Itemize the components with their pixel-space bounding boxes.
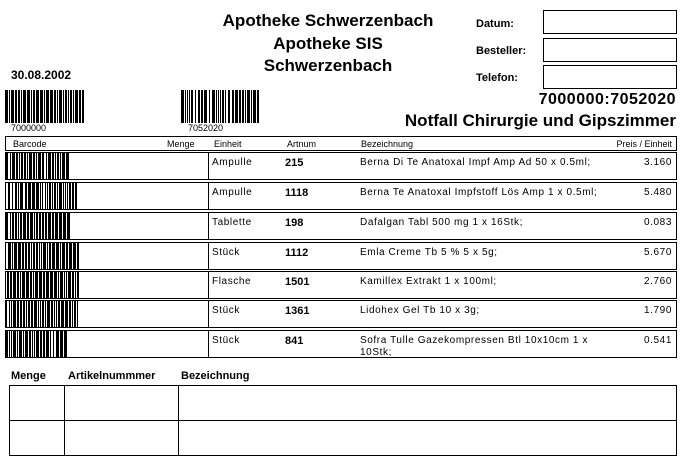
item-preis: 0.541 [643, 335, 672, 346]
barcode-bar [75, 182, 77, 210]
barcode-bar [50, 330, 51, 358]
item-bezeichnung: Berna Te Anatoxal Impfstoff Lös Amp 1 x 0.5ml; [360, 187, 598, 198]
barcode-bar [36, 182, 39, 210]
barcode-bar [63, 90, 64, 123]
barcode-1 [5, 90, 85, 123]
barcode-bar [11, 90, 14, 123]
barcode-bar [49, 242, 51, 270]
barcode-bar [42, 300, 44, 328]
barcode-bar [59, 90, 62, 123]
item-preis: 2.760 [643, 276, 672, 287]
barcode-bar [9, 300, 10, 328]
barcode-bar [12, 182, 13, 210]
barcode-bar [79, 90, 81, 123]
barcode-bar [26, 300, 27, 328]
barcode-bar [5, 242, 6, 270]
barcode-bar [54, 271, 57, 299]
barcode-bar [31, 242, 32, 270]
barcode-bar [18, 90, 20, 123]
barcode-bar [62, 152, 65, 180]
barcode-bar [13, 271, 16, 299]
barcode-bar [60, 242, 61, 270]
barcode-bar [10, 212, 11, 240]
barcode-bar [26, 271, 29, 299]
barcode-bar [50, 271, 53, 299]
barcode-bar [12, 242, 13, 270]
barcode-bar [12, 212, 14, 240]
barcode-bar [5, 330, 8, 358]
barcode-bar [18, 242, 21, 270]
barcode-bar [46, 152, 47, 180]
barcode-1-label: 7000000 [11, 123, 47, 133]
barcode-bar [10, 152, 11, 180]
barcode-bar [41, 242, 42, 270]
barcode-bar [42, 152, 44, 180]
barcode-bar [60, 152, 61, 180]
barcode-bar [18, 212, 19, 240]
barcode-bar [40, 90, 43, 123]
item-artnum: 1118 [285, 187, 309, 199]
datum-field[interactable] [543, 10, 677, 34]
barcode-bar [27, 212, 29, 240]
table-row [5, 299, 677, 329]
item-artnum: 1361 [285, 305, 310, 317]
barcode-bar [20, 212, 22, 240]
barcode-bar [239, 90, 241, 123]
barcode-bar [27, 152, 28, 180]
barcode-bar [46, 330, 49, 358]
item-bezeichnung: Emla Creme Tb 5 % 5 x 5g; [360, 247, 498, 258]
barcode-bar [72, 271, 74, 299]
barcode-bar [25, 182, 27, 210]
besteller-field[interactable] [543, 38, 677, 62]
barcode-bar [30, 212, 33, 240]
barcode-bar [54, 300, 55, 328]
barcode-bar [54, 182, 56, 210]
barcode-bar [32, 182, 35, 210]
barcode-bar [64, 330, 67, 358]
barcode-bar [73, 90, 74, 123]
barcode-bar [15, 90, 17, 123]
item-bezeichnung: Berna Di Te Anatoxal Impf Amp Ad 50 x 0.5ml; [360, 157, 591, 168]
barcode-bar [17, 330, 18, 358]
pharmacy-name: Apotheke Schwerzenbach [222, 11, 434, 30]
item-bezeichnung: Sofra Tulle Gazekompressen Btl 10x10cm 1 x 10Stk; [360, 335, 589, 358]
barcode-bar [60, 271, 63, 299]
barcode-bar [55, 212, 58, 240]
telefon-field[interactable] [543, 65, 677, 89]
barcode-bar [11, 300, 12, 328]
barcode-bar [5, 271, 6, 299]
barcode-bar [36, 212, 38, 240]
item-barcode [5, 212, 80, 240]
barcode-bar [61, 300, 64, 328]
barcode-bar [45, 182, 46, 210]
barcode-bar [39, 271, 42, 299]
barcode-bar [34, 330, 35, 358]
barcode-bar [40, 182, 41, 210]
item-artnum: 198 [285, 217, 304, 229]
barcode-bar [185, 90, 186, 123]
item-preis: 5.480 [643, 187, 672, 198]
barcode-bar [242, 90, 244, 123]
artikelnummer-entry-cell[interactable] [65, 421, 179, 456]
item-preis: 0.083 [643, 217, 672, 228]
barcode-bar [225, 90, 226, 123]
item-preis: 1.790 [643, 305, 672, 316]
barcode-bar [212, 90, 215, 123]
barcode-bar [56, 242, 59, 270]
barcode-bar [5, 182, 6, 210]
barcode-bar [48, 152, 51, 180]
bottom-col-menge: Menge [11, 370, 46, 382]
barcode-bar [33, 152, 35, 180]
barcode-bar [52, 212, 54, 240]
barcode-bar [72, 182, 74, 210]
barcode-bar [63, 182, 64, 210]
item-einheit: Ampulle [212, 187, 253, 198]
barcode-bar [49, 182, 51, 210]
barcode-2-label: 7052020 [188, 123, 224, 133]
barcode-bar [45, 300, 46, 328]
barcode-bar [65, 300, 68, 328]
pharmacy-subname: Apotheke SIS [273, 34, 383, 53]
barcode-bar [21, 90, 22, 123]
barcode-bar [54, 90, 56, 123]
col-einheit: Einheit [214, 139, 242, 149]
barcode-bar [57, 90, 58, 123]
department-name: Notfall Chirurgie und Gipszimmer [404, 111, 676, 130]
barcode-bar [64, 271, 65, 299]
barcode-bar [47, 300, 50, 328]
barcode-bar [39, 212, 41, 240]
barcode-bar [44, 90, 45, 123]
table-header [5, 136, 677, 151]
col-menge: Menge [167, 139, 195, 149]
item-barcode [5, 271, 80, 299]
barcode-bar [62, 242, 65, 270]
barcode-bar [65, 90, 67, 123]
pharmacy-location: Schwerzenbach [263, 56, 393, 75]
item-barcode [5, 300, 80, 328]
barcode-bar [67, 182, 68, 210]
barcode-bar [9, 90, 10, 123]
barcode-bar [8, 182, 10, 210]
barcode-bar [13, 330, 16, 358]
barcode-bar [8, 242, 11, 270]
barcode-bar [57, 182, 58, 210]
col-preis: Preis / Einheit [616, 139, 672, 149]
barcode-bar [50, 90, 53, 123]
item-barcode [5, 242, 80, 270]
barcode-bar [235, 90, 238, 123]
col-artnum: Artnum [287, 139, 317, 149]
item-bezeichnung: Lidohex Gel Tb 10 x 3g; [360, 305, 480, 316]
barcode-bar [53, 330, 54, 358]
barcode-bar [42, 212, 44, 240]
artikelnummer-entry-cell[interactable] [65, 386, 179, 421]
barcode-bar [257, 90, 259, 123]
barcode-bar [48, 212, 51, 240]
barcode-bar [63, 212, 66, 240]
barcode-bar [39, 242, 40, 270]
barcode-bar [69, 300, 71, 328]
item-einheit: Stück [212, 335, 241, 346]
col-bezeichnung: Bezeichnung [361, 139, 414, 149]
barcode-bar [69, 242, 72, 270]
barcode-bar [33, 90, 35, 123]
barcode-bar [68, 271, 71, 299]
barcode-bar [5, 90, 8, 123]
barcode-bar [46, 271, 49, 299]
barcode-bar [58, 271, 59, 299]
item-artnum: 1501 [285, 276, 310, 288]
barcode-bar [32, 330, 33, 358]
item-barcode [5, 152, 80, 180]
barcode-bar [253, 90, 256, 123]
barcode-bar [20, 300, 22, 328]
barcode-bar [245, 90, 246, 123]
barcode-bar [181, 90, 184, 123]
datum-label: Datum: [476, 18, 514, 30]
barcode-bar [69, 182, 71, 210]
barcode-bar [56, 300, 57, 328]
barcode-bar [5, 152, 8, 180]
barcode-bar [68, 90, 69, 123]
barcode-bar [23, 212, 26, 240]
barcode-bar [17, 271, 19, 299]
barcode-bar [66, 271, 67, 299]
menge-entry-cell[interactable] [10, 421, 65, 456]
barcode-bar [30, 271, 32, 299]
barcode-bar [74, 300, 76, 328]
barcode-bar [16, 152, 18, 180]
barcode-bar [251, 90, 252, 123]
barcode-bar [38, 300, 39, 328]
barcode-bar [57, 152, 59, 180]
barcode-bar [23, 300, 25, 328]
item-preis: 5.670 [643, 247, 672, 258]
item-barcode [5, 330, 80, 358]
barcode-bar [36, 90, 39, 123]
item-artnum: 1112 [285, 247, 309, 259]
order-entry-row [10, 421, 677, 456]
barcode-bar [9, 330, 10, 358]
barcode-bar [27, 90, 30, 123]
barcode-bar [209, 90, 210, 123]
bottom-col-bezeichnung: Bezeichnung [181, 370, 250, 382]
barcode-bar [20, 271, 21, 299]
barcode-bar [12, 152, 15, 180]
barcode-bar [66, 152, 69, 180]
table-row [5, 211, 677, 241]
table-row [5, 329, 677, 359]
barcode-bar [28, 242, 30, 270]
item-bezeichnung: Dafalgan Tabl 500 mg 1 x 16Stk; [360, 217, 523, 228]
barcode-bar [67, 212, 70, 240]
barcode-bar [5, 300, 7, 328]
barcode-bar [66, 242, 68, 270]
item-einheit: Stück [212, 247, 241, 258]
barcode-bar [73, 242, 76, 270]
barcode-bar [228, 90, 230, 123]
barcode-bar [20, 182, 23, 210]
item-einheit: Flasche [212, 276, 252, 287]
barcode-bar [23, 90, 26, 123]
table-row [5, 241, 677, 271]
barcode-bar [40, 300, 41, 328]
barcode-bar [232, 90, 234, 123]
barcode-bar [52, 242, 55, 270]
barcode-bar [29, 330, 31, 358]
barcode-bar [5, 212, 8, 240]
barcode-bar [28, 300, 30, 328]
barcode-bar [51, 300, 53, 328]
barcode-bar [46, 90, 49, 123]
order-number: 7000000:7052020 [538, 91, 676, 108]
barcode-bar [55, 152, 56, 180]
barcode-bar [36, 152, 37, 180]
item-bezeichnung: Kamillex Extrakt 1 x 100ml; [360, 276, 497, 287]
barcode-bar [31, 90, 32, 123]
barcode-bar [45, 212, 47, 240]
barcode-bar [34, 300, 37, 328]
barcode-bar [15, 212, 17, 240]
menge-entry-cell[interactable] [10, 386, 65, 421]
barcode-bar [77, 271, 79, 299]
barcode-bar [195, 90, 196, 123]
report-date: 30.08.2002 [11, 68, 72, 82]
barcode-bar [72, 300, 73, 328]
barcode-bar [19, 330, 22, 358]
barcode-bar [25, 330, 28, 358]
barcode-bar [191, 90, 193, 123]
barcode-bar [34, 212, 35, 240]
barcode-bar [247, 90, 250, 123]
barcode-bar [82, 90, 84, 123]
barcode-bar [21, 152, 23, 180]
besteller-label: Besteller: [476, 45, 527, 57]
barcode-2 [181, 90, 261, 123]
barcode-bar [60, 330, 63, 358]
bezeichnung-entry-cell[interactable] [179, 386, 677, 421]
barcode-bar [75, 271, 76, 299]
barcode-bar [198, 90, 200, 123]
table-row [5, 181, 677, 211]
barcode-bar [47, 242, 48, 270]
barcode-bar [24, 152, 26, 180]
barcode-bar [43, 271, 45, 299]
barcode-bar [7, 271, 9, 299]
telefon-label: Telefon: [476, 72, 518, 84]
barcode-bar [33, 271, 34, 299]
item-einheit: Ampulle [212, 157, 253, 168]
barcode-bar [19, 152, 20, 180]
barcode-bar [17, 300, 19, 328]
table-row [5, 270, 677, 300]
barcode-bar [52, 182, 53, 210]
barcode-bar [43, 242, 46, 270]
barcode-bar [22, 271, 25, 299]
barcode-bar [58, 300, 60, 328]
barcode-bar [220, 90, 221, 123]
barcode-bar [201, 90, 203, 123]
barcode-bar [28, 182, 31, 210]
barcode-bar [75, 90, 78, 123]
barcode-bar [11, 330, 12, 358]
barcode-bar [77, 300, 78, 328]
bezeichnung-entry-cell[interactable] [179, 421, 677, 456]
barcode-bar [42, 182, 43, 210]
barcode-bar [187, 90, 188, 123]
barcode-bar [36, 330, 39, 358]
order-entry-table [9, 385, 677, 456]
barcode-bar [70, 90, 72, 123]
barcode-bar [222, 90, 224, 123]
item-artnum: 841 [285, 335, 304, 347]
order-entry-row [10, 386, 677, 421]
barcode-bar [216, 90, 217, 123]
barcode-bar [189, 90, 190, 123]
barcode-bar [59, 212, 62, 240]
barcode-bar [77, 242, 79, 270]
barcode-bar [59, 182, 62, 210]
col-barcode: Barcode [13, 139, 47, 149]
barcode-bar [40, 330, 42, 358]
barcode-bar [18, 182, 19, 210]
barcode-bar [38, 152, 41, 180]
barcode-bar [33, 242, 35, 270]
barcode-bar [43, 330, 45, 358]
barcode-bar [31, 300, 33, 328]
bottom-col-artikelnummer: Artikelnummmer [68, 370, 156, 382]
barcode-bar [13, 300, 16, 328]
barcode-bar [23, 330, 24, 358]
barcode-bar [14, 242, 17, 270]
barcode-bar [25, 242, 27, 270]
barcode-bar [22, 242, 24, 270]
table-row [5, 151, 677, 181]
barcode-bar [47, 182, 48, 210]
barcode-bar [10, 271, 12, 299]
barcode-bar [65, 182, 66, 210]
item-preis: 3.160 [643, 157, 672, 168]
item-barcode [5, 182, 80, 210]
barcode-bar [29, 152, 32, 180]
barcode-bar [218, 90, 219, 123]
item-einheit: Stück [212, 305, 241, 316]
barcode-bar [56, 330, 59, 358]
item-einheit: Tablette [212, 217, 252, 228]
barcode-bar [204, 90, 207, 123]
barcode-bar [52, 152, 54, 180]
item-artnum: 215 [285, 157, 304, 169]
barcode-bar [36, 242, 38, 270]
barcode-bar [35, 271, 38, 299]
barcode-bar [15, 182, 17, 210]
